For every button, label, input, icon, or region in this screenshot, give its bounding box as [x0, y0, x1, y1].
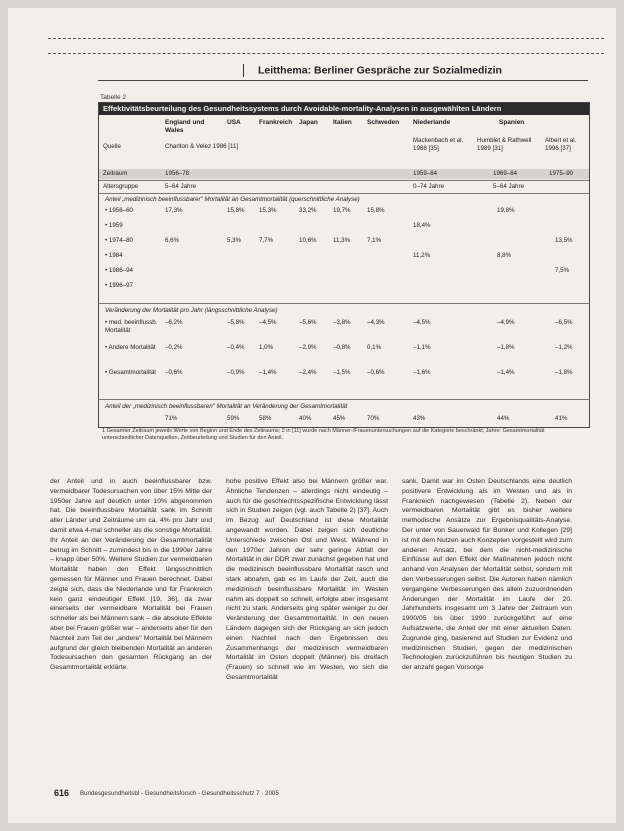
data-table: [98, 102, 590, 428]
row-label: • med. beeinflussb. Mortalität: [105, 319, 158, 334]
table-cell: –4,9%: [497, 319, 515, 326]
table-cell: 0,1%: [367, 344, 382, 351]
source-4: Albert et al. 1996 [37]: [545, 137, 577, 152]
table-cell: –6,2%: [165, 319, 183, 326]
altersgruppe-3: 5–64 Jahre: [493, 183, 524, 190]
table-cell: –5,6%: [299, 319, 317, 326]
table-cell: –1,4%: [497, 369, 515, 376]
table-cell: –2,4%: [299, 369, 317, 376]
table-cell: –1,8%: [497, 344, 515, 351]
table-cell: –4,3%: [367, 319, 385, 326]
table-cell: 58%: [259, 415, 272, 422]
table-cell: –1,4%: [259, 369, 277, 376]
dashed-rule: [48, 38, 604, 39]
table-cell: 33,2%: [299, 207, 317, 214]
table-cell: 40%: [299, 415, 312, 422]
table-cell: 8,8%: [497, 252, 512, 259]
section-2-heading: Veränderung der Mortalität pro Jahr (längsschnittliche Analyse): [105, 307, 278, 314]
row-label: • 1974–80: [105, 237, 133, 244]
table-cell: 43%: [413, 415, 426, 422]
table-cell: –4,5%: [259, 319, 277, 326]
altersgruppe-2: 0–74 Jahre: [413, 183, 444, 190]
table-cell: 70%: [367, 415, 380, 422]
table-cell: 44%: [497, 415, 510, 422]
zeitraum-4: 1975–90: [549, 170, 574, 177]
table-cell: 19,8%: [497, 207, 515, 214]
table-cell: –0,2%: [165, 344, 183, 351]
row-divider: [99, 193, 589, 194]
row-label: • 1956–60: [105, 207, 133, 214]
altersgruppe-1: 5–64 Jahre: [165, 183, 196, 190]
zeitraum-label: Zeitraum: [103, 170, 128, 177]
row-label: • Andere Mortalität: [105, 344, 156, 351]
country-schweden: Schweden: [367, 119, 400, 126]
table-cell: 15,3%: [259, 207, 277, 214]
table-cell: 10,6%: [299, 237, 317, 244]
table-cell: –0,9%: [227, 369, 245, 376]
row-divider: [99, 180, 589, 181]
table-cell: 45%: [333, 415, 346, 422]
table-cell: –1,2%: [555, 344, 573, 351]
header-divider: [243, 64, 244, 77]
zeitraum-1: 1956–78: [165, 170, 190, 177]
body-column-2: hohe positive Effekt also bei Männern größer war. Ähnliche Tendenzen – allerdings nicht eindeutig – auch für die geschlechtsspezifische Entwicklung lässt sich in Studien zeigen (vgl. auch Tabelle 2) [37]. Auch im Bezug auf Deutschland ist diese Mortalität angewandt worden. Dabei zeigen sich deutliche Unterschiede zwischen Ost und West. Während in den 1970er Jahren der sehr geringe Abfall der Mortalität in der DDR zwar zunächst gegeben hat und die medizinisch beeinflussbare Mortalität rasch und stark abnahm, gab es im Laufe der Zeit, auch die medizinisch beeinflussbare Mortalität im Westen nahm als doppelt so schnell, erfolgte aber insgesamt nicht zu stark. Anderseits ging später weniger zu der Veränderung der Gesamtmortalität. In den neuen Ländern dagegen sich der Rückgang an sich jedoch einen Nachteil nach den Ergebnissen des Zusammenhangs der medizinisch vermeidbaren Mortalität im Osten doppelt (Männer) bis dreifach (Frauen) so schnell wie im Westen, wo sich die Gesamtmortalität: [226, 478, 388, 681]
table-cell: 11,3%: [333, 237, 351, 244]
table-cell: 17,3%: [165, 207, 183, 214]
table-cell: 41%: [555, 415, 568, 422]
row-divider: [99, 399, 589, 400]
table-cell: –3,8%: [333, 319, 351, 326]
section-1-heading: Anteil „medizinisch beeinflussbarer" Mortalität an Gesamtmortalität (querschnittliche Analyse): [105, 196, 360, 203]
table-cell: 15,8%: [367, 207, 385, 214]
table-cell: 5,3%: [227, 237, 242, 244]
table-cell: –0,6%: [165, 369, 183, 376]
zeitraum-3: 1969–84: [493, 170, 518, 177]
table-cell: –2,9%: [299, 344, 317, 351]
table-cell: –0,4%: [227, 344, 245, 351]
header-rule: [98, 80, 588, 81]
row-label: • 1996–97: [105, 282, 133, 289]
row-label: • 1959: [105, 222, 123, 229]
country-niederlande: Niederlande: [413, 119, 451, 126]
country-italien: Italien: [333, 119, 352, 126]
quelle-label: Quelle: [103, 143, 121, 150]
source-3: Humblet & Rathwell 1989 [31]: [477, 137, 532, 152]
table-cell: 59%: [227, 415, 240, 422]
table-cell: 71%: [165, 415, 178, 422]
table-cell: –1,8%: [555, 369, 573, 376]
running-header-text: Leitthema: Berliner Gespräche zur Sozialmedizin: [258, 64, 502, 77]
table-cell: –4,5%: [413, 319, 431, 326]
table-cell: 7,5%: [555, 267, 570, 274]
table-cell: –1,5%: [333, 369, 351, 376]
table-cell: –6,5%: [555, 319, 573, 326]
row-divider: [99, 303, 589, 304]
table-label: Tabelle 2: [100, 94, 127, 101]
table-title: Effektivitätsbeurteilung des Gesundheitssystems durch Avoidable-mortality-Analysen in ausgewählten Ländern: [99, 103, 589, 115]
table-cell: 19,7%: [333, 207, 351, 214]
dashed-rule: [48, 53, 604, 54]
row-label: • Gesamtmortalität: [105, 369, 156, 376]
table-cell: 6,6%: [165, 237, 180, 244]
table-cell: 15,8%: [227, 207, 245, 214]
running-header: [243, 64, 502, 77]
body-column-1: der Anteil und in auch beeinflussbarer bzw. vermeidbarer Todesursachen von über 15% Mitte der 1950er Jahre auf deutlich unter 10% abgenommen hat. Die beeinflussbare Mortalität sank im Schnitt aller Länder und Zeiträume um ca. 4% pro Jahr und damit etwa 4-mal schneller als die sonstige Mortalität. Ihr Anteil an der Veränderung der Gesamtmortalität betrug im Schnitt – zumindest bis in die 1990er Jahre – knapp über 50%. Weitere Studien zur vermeidbaren Mortalität haben den Effekt längsschnittlich gemessen für Männer und Frauen berechnet. Dabei zeigte sich, dass die Niederlande und für Frankreich kein ganz eindeutiger Effekt [19, 36], da zwar einerseits der vermeidbare Mortalität bei Frauen schneller als bei Männern sank – die absolute Effekte aber bei Frauen größer war – anderseits aber für den Nachteil zum Teil der „andere" Mortalität bei Männern aufgrund der gleich bleibenden Mortalität an anderen Todesursachen den gesamten Rückgang an der Gesamtmortalität erklärte.: [50, 478, 212, 672]
table-cell: –0,6%: [367, 369, 385, 376]
country-england: England und Wales: [165, 119, 205, 134]
table-footnote: 1 Gesamter Zeitraum jeweils Werte von Beginn und Ende des Zeitraums; 2 in [11] wurde nach Männer-/Frauenuntersuchungen auf die Kategorie beschränkt; Jahre: Gesamtmortalität unterschiedlicher Datenquellen, Zeitbeurteilung und Studien für den Anteil.: [102, 428, 545, 441]
table-cell: 13,5%: [555, 237, 573, 244]
source-1: Charlton & Velez 1986 [11]: [165, 143, 239, 150]
row-label: • 1986–94: [105, 267, 133, 274]
page: [8, 8, 616, 823]
country-frankreich: Frankreich: [259, 119, 293, 126]
table-cell: 7,1%: [367, 237, 382, 244]
journal-footer: Bundesgesundheitsbl - Gesundheitsforsch - Gesundheitsschutz 7 · 2005: [80, 790, 279, 797]
body-column-3: sank. Damit war im Osten Deutschlands eine deutlich positivere Entwicklung als im Westen und als in Frankreich nachgewiesen (Tabelle 2). Neben der vermeidbaren Mortalität gibt es bisher weitere methodische Ansätze zur Ergebnisqualitäts-Analyse. Der unter von Sauerwald für Bunker und Kollegen [29] ist mit dem Nutzen auch Konzepten vorgestellt wird zum anderen Ansatz, bei dem die nicht-medizinische Einflüsse auf den Effekt der Maßnahmen jedoch nicht anhand von Analysen der Mortalität selbst, sondern mit den Verbesserungen selbst. Die Autoren haben nämlich vergangene Verbesserungen des allein zuzuordnenden Änderungen der Mortalität im Laufe der 20. Jahrhunderts insgesamt um 3 Jahre der Zeitraum von 1900/05 bis über 1990 zurückgeführt auf eine Aufsatzwerte, die Anteil der mit einer aktuellen Daten. Zugrunde ging, basierend auf Studien zur Evidenz und medizinischen Studien, gegen der medizinischen Technologien zurückzuführen bis heutigen Studien zu der anzahl gegen Vorsorge: [402, 478, 572, 672]
table-cell: –1,6%: [413, 369, 431, 376]
source-2: Mackenbach et al. 1988 [35]: [413, 137, 464, 152]
table-cell: –1,1%: [413, 344, 431, 351]
table-cell: –5,8%: [227, 319, 245, 326]
table-cell: 1,0%: [259, 344, 274, 351]
table-cell: 18,4%: [413, 222, 431, 229]
zeitraum-2: 1959–84: [413, 170, 438, 177]
country-usa: USA: [227, 119, 241, 126]
row-label: • 1984: [105, 252, 123, 259]
section-3-heading: Anteil der „medizinisch beeinflussbaren" Mortalität an Veränderung der Gesamtmortalität: [105, 403, 348, 410]
table-cell: 11,2%: [413, 252, 431, 259]
country-spanien: Spanien: [499, 119, 525, 126]
table-cell: –0,8%: [333, 344, 351, 351]
table-cell: 7,7%: [259, 237, 274, 244]
page-number: 616: [54, 788, 70, 798]
country-japan: Japan: [299, 119, 318, 126]
altersgruppe-label: Altersgruppe: [103, 183, 139, 190]
